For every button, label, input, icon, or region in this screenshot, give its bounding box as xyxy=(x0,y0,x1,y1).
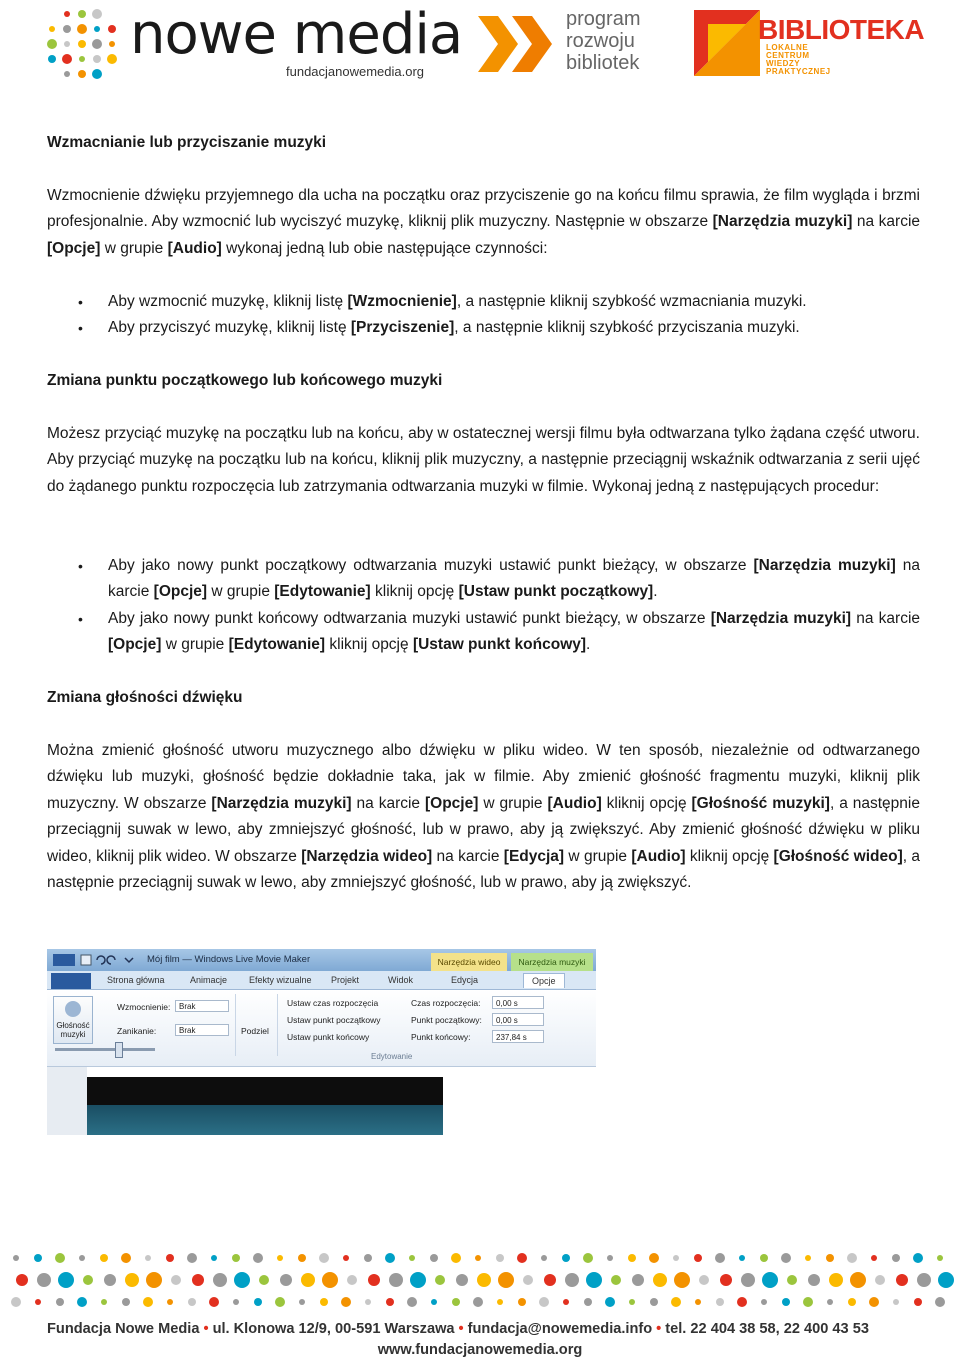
set-end-point-button[interactable]: Ustaw punkt końcowy xyxy=(287,1032,370,1042)
bullet-list-trim xyxy=(47,553,920,659)
footer-dot xyxy=(673,1255,679,1261)
group-editing-label: Edytowanie xyxy=(371,1052,413,1061)
movie-maker-screenshot xyxy=(47,949,596,1135)
footer-separator: • xyxy=(656,1321,662,1337)
footer-dot xyxy=(409,1255,415,1261)
start-point-label: Punkt początkowy: xyxy=(411,1015,482,1025)
text-run: Można zmienić głośność utworu muzycznego albo dźwięku w pliku wideo. W ten sposób, niezależnie od odtwarzanego dźwięku lub muzyki, głośność będzie dokładnie taka, jak w filmie. Aby zmienić głośność fragmentu muzyki, kliknij plik muzyczny. W obszarze xyxy=(47,742,920,812)
bold-term: [Narzędzia muzyki] xyxy=(712,213,853,231)
tab-project[interactable]: Projekt xyxy=(331,975,360,985)
footer-dot xyxy=(517,1253,527,1263)
video-frame xyxy=(87,1105,443,1135)
footer-dot xyxy=(787,1275,797,1285)
nowe-media-logo-text: nowe media xyxy=(130,2,463,67)
footer-dot xyxy=(100,1254,108,1262)
text-run: na karcie xyxy=(108,557,920,601)
footer-dot xyxy=(104,1274,116,1286)
text-run: , a następnie przeciągnij suwak w lewo, aby zmniejszyć głośność, lub w prawo, aby ją zwiększyć. Aby zmienić głośność dźwięku w pliku wideo, kliknij plik wideo. W obszarze xyxy=(47,794,920,865)
footer-dot xyxy=(477,1273,491,1287)
footer-dot xyxy=(892,1254,900,1262)
footer-org: Fundacja Nowe Media xyxy=(47,1321,200,1337)
bold-term: [Audio] xyxy=(631,847,686,865)
list-item xyxy=(47,315,920,341)
footer-dot xyxy=(518,1298,526,1306)
text-run: na karcie xyxy=(851,609,921,627)
biblioteka-sub-4: PRAKTYCZNEJ xyxy=(766,67,831,76)
biblioteka-sub-2: CENTRUM xyxy=(766,51,810,60)
biblioteka-sub-1: LOKALNE xyxy=(766,43,809,52)
section-heading-trim: Zmiana punktu początkowego lub końcowego muzyki xyxy=(47,372,443,389)
volume-slider-thumb[interactable] xyxy=(115,1042,123,1058)
list-item xyxy=(47,289,920,315)
section-paragraph-volume xyxy=(47,738,920,896)
footer-dot xyxy=(77,1297,87,1307)
footer-dot xyxy=(431,1299,437,1305)
bold-term: [Wzmocnienie] xyxy=(347,293,457,310)
footer-dot xyxy=(125,1273,139,1287)
footer-dot xyxy=(761,1299,767,1305)
text-run: Wzmocnienie dźwięku przyjemnego dla ucha na początku oraz przyciszenie go na końcu filmu sprawia, że film wygląda i brzmi profesjonalnie. Aby wzmocnić lub wyciszyć muzykę, kliknij plik muzyczny. Następnie w obszarze xyxy=(47,187,920,231)
text-run: kliknij opcję xyxy=(601,794,692,812)
quick-access-toolbar-icon xyxy=(53,953,139,967)
footer-dot xyxy=(562,1254,570,1262)
text-run: na karcie xyxy=(351,794,425,812)
footer-dot xyxy=(629,1299,635,1305)
footer-dot xyxy=(143,1297,153,1307)
footer-dot xyxy=(496,1254,504,1262)
section-heading-volume: Zmiana głośności dźwięku xyxy=(47,689,243,706)
bold-term: [Opcje] xyxy=(47,239,101,257)
footer-dot xyxy=(827,1299,833,1305)
ribbon-tabs xyxy=(47,971,596,990)
footer-dot xyxy=(319,1253,329,1263)
footer-dot xyxy=(715,1253,725,1263)
bold-term: [Ustaw punkt końcowy] xyxy=(412,636,587,654)
footer-dot xyxy=(475,1255,481,1261)
footer-dot xyxy=(146,1272,162,1288)
ribbon-divider xyxy=(235,994,236,1056)
nowe-media-url: fundacjanowemedia.org xyxy=(286,64,425,79)
footer-separator: • xyxy=(203,1321,209,1337)
music-volume-label: Głośność muzyki xyxy=(56,1021,90,1039)
logo-dot xyxy=(64,41,70,47)
footer-dot xyxy=(694,1254,702,1262)
logo-dot xyxy=(78,70,86,78)
footer-dot xyxy=(565,1273,579,1287)
footer-dot xyxy=(782,1298,790,1306)
footer-dot xyxy=(584,1298,592,1306)
footer-dot xyxy=(808,1274,820,1286)
footer-dot xyxy=(653,1273,667,1287)
footer-dot xyxy=(611,1275,621,1285)
footer-dot xyxy=(456,1274,468,1286)
footer-dot xyxy=(365,1299,371,1305)
footer-dot xyxy=(167,1299,173,1305)
logo-dot xyxy=(63,25,71,33)
footer-dot xyxy=(254,1298,262,1306)
footer-dot xyxy=(410,1272,426,1288)
text-run: kliknij opcję xyxy=(325,636,413,654)
volume-slider-track[interactable] xyxy=(55,1048,155,1051)
footer-dot xyxy=(83,1275,93,1285)
footer-dot xyxy=(539,1297,549,1307)
text-run: , a następnie kliknij szybkość przyciszania muzyki. xyxy=(454,319,800,337)
footer-dot xyxy=(58,1272,74,1288)
context-tab-music-tools[interactable]: Narzędzia muzyki xyxy=(511,953,593,971)
footer-dot xyxy=(781,1253,791,1263)
bold-term: [Narzędzia muzyki] xyxy=(753,557,896,574)
footer-dot xyxy=(430,1254,438,1262)
bold-term: [Opcje] xyxy=(108,636,162,654)
text-run: Możesz przyciąć muzykę na początku lub na końcu, aby w ostatecznej wersji filmu była odtwarzana tylko żądana część utworu. Aby przyciąć muzykę na początku lub na końcu, kliknij plik muzyczny, a następnie przeciągnij wskaźnik odtwarzania z serii ujęć do żądanego punktu rozpoczęcia lub zatrzymania odtwarzania muzyki w filmie. Wykonaj jedną z następujących procedur: xyxy=(47,425,920,495)
file-menu-button[interactable] xyxy=(51,973,91,989)
footer-address: ul. Klonowa 12/9, 00-591 Warszawa xyxy=(212,1321,455,1337)
biblioteka-logo-mark xyxy=(694,10,760,76)
tab-animations[interactable]: Animacje xyxy=(190,975,228,985)
footer-dot xyxy=(869,1297,879,1307)
footer-dot xyxy=(343,1255,349,1261)
footer-dot xyxy=(452,1298,460,1306)
footer-dot xyxy=(275,1297,285,1307)
end-point-label: Punkt końcowy: xyxy=(411,1032,471,1042)
footer-dot xyxy=(451,1253,461,1263)
text-run: . xyxy=(653,583,658,601)
footer-dot xyxy=(523,1275,533,1285)
footer-dot xyxy=(385,1253,395,1263)
window-title: Mój film — Windows Live Movie Maker xyxy=(147,954,311,965)
bold-term: [Audio] xyxy=(547,794,602,812)
start-point-field[interactable]: 0,00 s xyxy=(492,1013,544,1026)
footer-dot xyxy=(737,1297,747,1307)
speaker-icon xyxy=(65,1001,81,1017)
text-run: Aby jako nowy punkt początkowy odtwarzania muzyki ustawić punkt bieżący, w obszarze xyxy=(108,557,754,574)
footer-contact-line xyxy=(47,1321,920,1337)
fade-out-dropdown[interactable]: Brak xyxy=(175,1024,229,1036)
bold-term: [Edytowanie] xyxy=(274,583,371,601)
ribbon-panel xyxy=(47,990,596,1067)
footer-dot xyxy=(695,1299,701,1305)
bold-term: [Głośność wideo] xyxy=(773,847,903,865)
footer-dot xyxy=(209,1297,219,1307)
footer-dot xyxy=(56,1298,64,1306)
footer-dot xyxy=(632,1274,644,1286)
end-point-field[interactable]: 237,84 s xyxy=(492,1030,544,1043)
bold-term: [Przyciszenie] xyxy=(350,319,455,337)
footer-dot xyxy=(671,1297,681,1307)
bullet-list-fade xyxy=(47,289,920,342)
logo-dot xyxy=(62,54,72,64)
biblioteka-sub-3: WIEDZY xyxy=(766,59,801,68)
bold-term: [Audio] xyxy=(167,239,222,257)
footer-dot xyxy=(386,1298,394,1306)
text-run: Aby wzmocnić muzykę, kliknij listę xyxy=(108,293,348,310)
footer-dot xyxy=(803,1297,813,1307)
split-button[interactable]: Podziel xyxy=(241,1026,269,1036)
footer-dot xyxy=(298,1254,306,1262)
footer-dot xyxy=(805,1255,811,1261)
footer-phone: tel. 22 404 38 58, 22 400 43 53 xyxy=(665,1321,869,1337)
tab-options[interactable]: Opcje xyxy=(523,973,565,988)
footer-dot xyxy=(13,1255,19,1261)
biblioteka-title: BIBLIOTEKA xyxy=(758,14,925,45)
bold-term: [Narzędzia wideo] xyxy=(301,847,433,865)
footer-url[interactable]: www.fundacjanowemedia.org xyxy=(377,1342,583,1358)
footer-dot xyxy=(232,1254,240,1262)
logo-dot xyxy=(92,39,102,49)
footer-dot xyxy=(605,1297,615,1307)
footer-dot xyxy=(896,1274,908,1286)
list-item xyxy=(47,553,920,606)
footer-dot xyxy=(299,1299,305,1305)
text-run: w grupie xyxy=(161,636,229,654)
section-paragraph-fade xyxy=(47,183,920,262)
text-run: w grupie xyxy=(100,239,168,257)
bold-term: [Opcje] xyxy=(153,583,208,601)
logo-dot xyxy=(64,71,70,77)
fade-out-label: Zanikanie: xyxy=(117,1026,157,1036)
program-rozwoju-bibliotek-logo xyxy=(566,8,640,74)
start-time-field[interactable]: 0,00 s xyxy=(492,996,544,1009)
logo-dot xyxy=(77,24,87,34)
footer-email[interactable]: fundacja@nowemedia.info xyxy=(467,1321,653,1337)
footer-dot xyxy=(875,1275,885,1285)
tab-visual-effects[interactable]: Efekty wizualne xyxy=(249,975,312,985)
bold-term: [Ustaw punkt początkowy] xyxy=(458,583,654,601)
footer-dot xyxy=(607,1255,613,1261)
text-run: na karcie xyxy=(852,213,921,231)
fade-in-label: Wzmocnienie: xyxy=(117,1002,171,1012)
footer-dot xyxy=(938,1272,954,1288)
footer-dot xyxy=(850,1272,866,1288)
tab-home[interactable]: Strona główna xyxy=(107,975,165,985)
footer-dot xyxy=(259,1275,269,1285)
fade-in-dropdown[interactable]: Brak xyxy=(175,1000,229,1012)
text-run: Aby przyciszyć muzykę, kliknij listę xyxy=(108,319,351,337)
bold-term: [Narzędzia muzyki] xyxy=(211,794,352,812)
footer-dot xyxy=(541,1255,547,1261)
footer-dot xyxy=(322,1272,338,1288)
logo-dot xyxy=(94,26,100,32)
logo-dot xyxy=(109,41,115,47)
footer-dot xyxy=(583,1253,593,1263)
footer-dot xyxy=(301,1273,315,1287)
window-titlebar xyxy=(47,949,596,971)
set-start-time-button[interactable]: Ustaw czas rozpoczęcia xyxy=(287,998,379,1008)
footer-dot xyxy=(188,1298,196,1306)
footer-dot xyxy=(407,1297,417,1307)
bold-term: [Opcje] xyxy=(424,794,479,812)
footer-dot xyxy=(847,1253,857,1263)
footer-dot xyxy=(935,1297,945,1307)
footer-dot xyxy=(79,1255,85,1261)
text-run: kliknij opcję xyxy=(370,583,459,601)
footer-dot xyxy=(871,1255,877,1261)
ribbon-divider xyxy=(277,994,278,1056)
footer-dot xyxy=(121,1253,131,1263)
footer-dot xyxy=(720,1274,732,1286)
footer-dot xyxy=(253,1253,263,1263)
footer-dot xyxy=(213,1273,227,1287)
footer-dot xyxy=(674,1272,690,1288)
footer-dot xyxy=(649,1253,659,1263)
logo-dot xyxy=(108,25,116,33)
footer-dot xyxy=(37,1273,51,1287)
program-line-1: program xyxy=(566,8,641,30)
music-volume-button[interactable] xyxy=(53,996,93,1044)
footer-dot xyxy=(699,1275,709,1285)
bold-term: [Głośność muzyki] xyxy=(691,794,830,812)
footer-dot xyxy=(234,1272,250,1288)
biblioteka-subtitle xyxy=(766,44,831,76)
text-run: Aby jako nowy punkt końcowy odtwarzania muzyki ustawić punkt bieżący, w obszarze xyxy=(108,609,711,627)
logo-dot xyxy=(47,39,57,49)
footer-dot xyxy=(364,1254,372,1262)
text-run: , a następnie przeciągnij suwak w lewo, aby zmniejszyć głośność, lub w prawo, aby ją zwiększyć. xyxy=(47,847,920,892)
footer-dot xyxy=(341,1297,351,1307)
footer-dot xyxy=(280,1274,292,1286)
text-run: w grupie xyxy=(564,847,632,865)
footer-dot xyxy=(347,1275,357,1285)
footer-separator: • xyxy=(458,1321,464,1337)
footer-dot xyxy=(122,1298,130,1306)
text-run: kliknij opcję xyxy=(685,847,774,865)
footer-dot xyxy=(166,1254,174,1262)
footer-dot xyxy=(563,1299,569,1305)
text-run: na karcie xyxy=(432,847,504,865)
program-line-2: rozwoju xyxy=(566,30,635,52)
text-run: w grupie xyxy=(478,794,548,812)
footer-dot xyxy=(435,1275,445,1285)
set-start-point-button[interactable]: Ustaw punkt początkowy xyxy=(287,1015,381,1025)
section-heading-fade: Wzmacnianie lub przyciszanie muzyki xyxy=(47,134,327,151)
logo-dot xyxy=(78,10,86,18)
footer-dot xyxy=(826,1254,834,1262)
footer-dot xyxy=(498,1272,514,1288)
bold-term: [Narzędzia muzyki] xyxy=(710,609,852,627)
footer-dot xyxy=(760,1254,768,1262)
footer-dot xyxy=(211,1255,217,1261)
footer-dot xyxy=(192,1274,204,1286)
footer-dot xyxy=(650,1298,658,1306)
logo-dot xyxy=(93,55,101,63)
footer-dot xyxy=(171,1275,181,1285)
footer-dot xyxy=(628,1254,636,1262)
logo-dot xyxy=(49,26,55,32)
nowe-media-dots-logo xyxy=(44,6,122,84)
start-time-label: Czas rozpoczęcia: xyxy=(411,998,481,1008)
logo-dot xyxy=(64,11,70,17)
logo-dot xyxy=(107,54,117,64)
program-line-3: bibliotek xyxy=(566,52,640,74)
footer-dot xyxy=(762,1272,778,1288)
footer-dot xyxy=(544,1274,556,1286)
logo-dot xyxy=(48,55,56,63)
text-run: , a następnie kliknij szybkość wzmacniania muzyki. xyxy=(456,293,807,310)
footer-dots-decoration xyxy=(0,1244,960,1314)
footer-dot xyxy=(741,1273,755,1287)
tab-edit[interactable]: Edycja xyxy=(451,975,479,985)
logo-dot xyxy=(79,56,85,62)
footer-dot xyxy=(848,1298,856,1306)
bold-term: [Edycja] xyxy=(503,847,565,865)
page-header xyxy=(0,0,960,100)
text-run: w grupie xyxy=(207,583,275,601)
footer-dot xyxy=(913,1253,923,1263)
footer-dot xyxy=(35,1299,41,1305)
footer-dot xyxy=(586,1272,602,1288)
text-run: wykonaj jedną lub obie następujące czynności: xyxy=(221,239,548,257)
footer-dot xyxy=(497,1299,503,1305)
text-run: . xyxy=(586,636,591,654)
context-tab-video-tools[interactable]: Narzędzia wideo xyxy=(431,953,507,971)
section-paragraph-trim xyxy=(47,421,920,500)
footer-dot xyxy=(55,1253,65,1263)
footer-dot xyxy=(101,1299,107,1305)
footer-dot xyxy=(233,1299,239,1305)
footer-dot xyxy=(716,1298,724,1306)
logo-dot xyxy=(92,69,102,79)
footer-dot xyxy=(187,1253,197,1263)
footer-dot xyxy=(11,1297,21,1307)
bold-term: [Edytowanie] xyxy=(228,636,326,654)
footer-dot xyxy=(914,1298,922,1306)
left-panel xyxy=(47,1067,87,1135)
footer-dot xyxy=(473,1297,483,1307)
list-item xyxy=(47,606,920,659)
footer-dot xyxy=(145,1255,151,1261)
footer-dot xyxy=(277,1255,283,1261)
logo-dot xyxy=(92,9,102,19)
footer-dot xyxy=(829,1273,843,1287)
footer-dot xyxy=(389,1273,403,1287)
footer-dot xyxy=(320,1298,328,1306)
footer-dot xyxy=(16,1274,28,1286)
tab-view[interactable]: Widok xyxy=(388,975,414,985)
footer-dot xyxy=(937,1255,943,1261)
footer-dot xyxy=(893,1299,899,1305)
footer-dot xyxy=(368,1274,380,1286)
footer-dot xyxy=(917,1273,931,1287)
program-arrows-logo xyxy=(478,16,556,72)
footer-dot xyxy=(34,1254,42,1262)
footer-dot xyxy=(739,1255,745,1261)
logo-dot xyxy=(78,40,86,48)
